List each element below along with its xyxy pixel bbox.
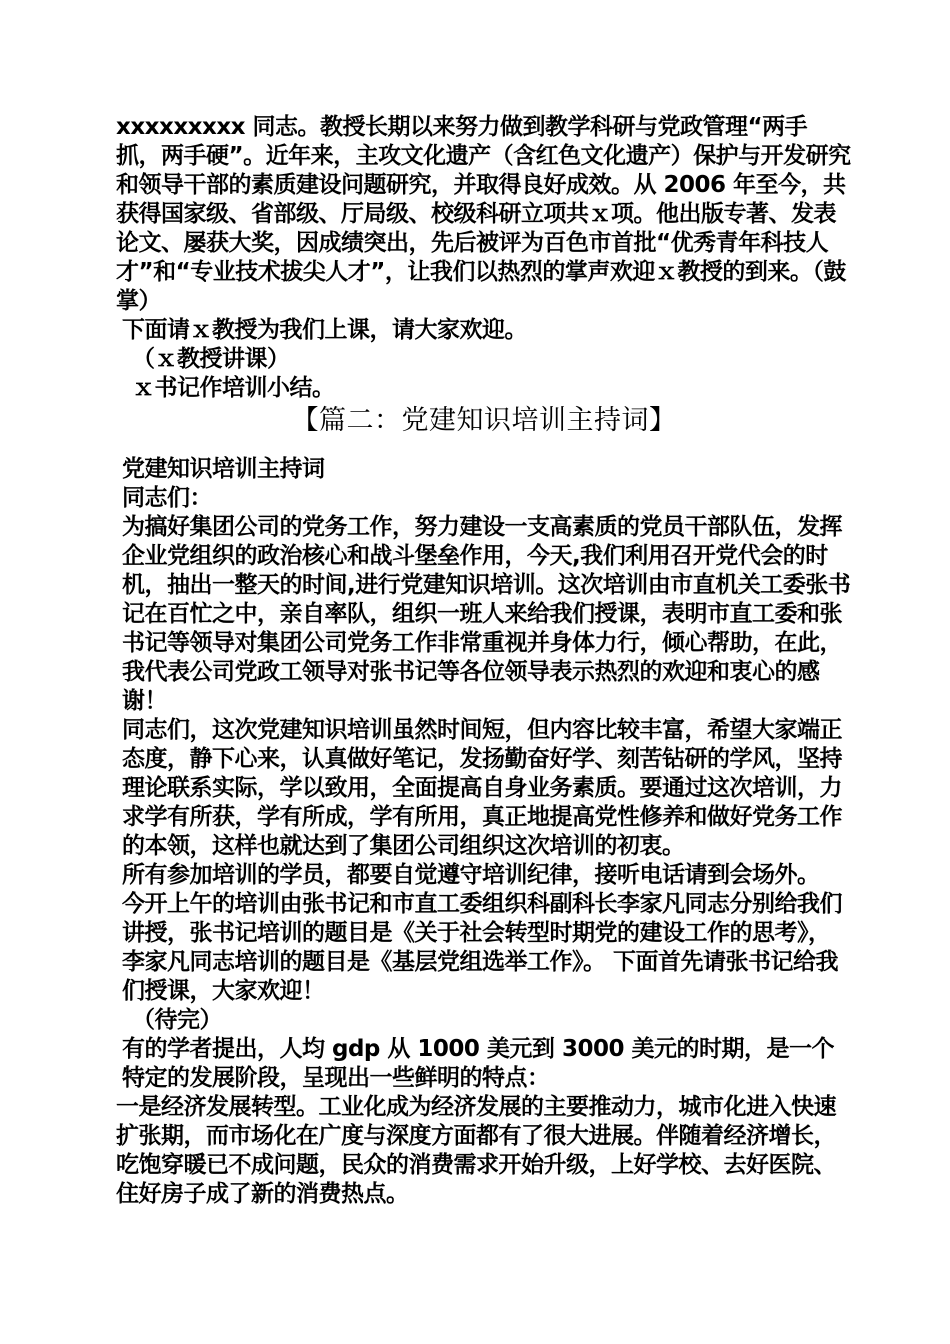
paragraph-opening: 为搞好集团公司的党务工作，努力建设一支高素质的党员干部队伍，发挥企业党组织的政治核心和战斗堡垒作用，今天,我们利用召开党代会的时机，抽出一整天的时间,进行党建知识培训。这次培训由市直机关工委张书记在百忙之中，亲自率队，组织一班人来给我们授课，表明市直工委和张书记等领导对集团公司党务工作非常重视并身体力行，倾心帮助，在此，我代表公司党政工领导对张书记等各位领导表示热烈的欢迎和衷心的感谢！ (122, 514, 851, 714)
lecture-line: （ｘ教授讲课） (132, 346, 290, 372)
salutation: 同志们： (122, 485, 212, 511)
paragraph-scholars: 有的学者提出，人均 gdp 从 1000 美元到 3000 美元的时期，是一个特定的发展阶段，呈现出一些鲜明的特点： (122, 1036, 834, 1091)
summary-line: ｘ书记作培训小结。 (132, 375, 335, 401)
paragraph-discipline: 所有参加培训的学员，都要自觉遵守培训纪律，接听电话请到会场外。 (122, 862, 820, 888)
paragraph-schedule: 今开上午的培训由张书记和市直工委组织科副科长李家凡同志分别给我们讲授，张书记培训的题目是《关于社会转型时期党的建设工作的思考》，李家凡同志培训的题目是《基层党组选举工作》。 下面首先请张书记给我们授课，大家欢迎！ (122, 891, 842, 1004)
paragraph-expectations: 同志们，这次党建知识培训虽然时间短，但内容比较丰富，希望大家端正态度，静下心来，认真做好笔记，发扬勤奋好学、刻苦钻研的学风，坚持理论联系实际，学以致用，全面提高自身业务素质。要通过这次培训，力求学有所获，学有所成，学有所用，真正地提高党性修养和做好党务工作的本领，这样也就达到了集团公司组织这次培训的初衷。 (122, 717, 842, 859)
invite-line: 下面请ｘ教授为我们上课，请大家欢迎。 (122, 317, 527, 343)
intro-paragraph: xxxxxxxxx 同志。教授长期以来努力做到教学科研与党政管理“两手抓，两手硬”。近年来，主攻文化遗产（含红色文化遗产）保护与开发研究和领导干部的素质建设问题研究，并取得良好成效。从 2006 年至今，共获得国家级、省部级、厅局级、校级科研立项共ｘ项。他出版专著、发表论文、屡获大奖，因成绩突出，先后被评为百色市首批“优秀青年科技人才”和“专业技术拔尖人才”，让我们以热烈的掌声欢迎ｘ教授的到来。（鼓掌） (116, 114, 851, 314)
paragraph-economic-transition: 一是经济发展转型。工业化成为经济发展的主要推动力，城市化进入快速扩张期，而市场化在广度与深度方面都有了很大进展。伴随着经济增长，吃饱穿暖已不成问题，民众的消费需求开始升级，上好学校、去好医院、住好房子成了新的消费热点。 (116, 1094, 836, 1207)
pending-note: （待完） (132, 1007, 222, 1033)
document-title: 党建知识培训主持词 (122, 456, 325, 482)
section-heading: 【篇二：党建知识培训主持词】 (291, 405, 677, 436)
document-page (116, 113, 852, 1209)
